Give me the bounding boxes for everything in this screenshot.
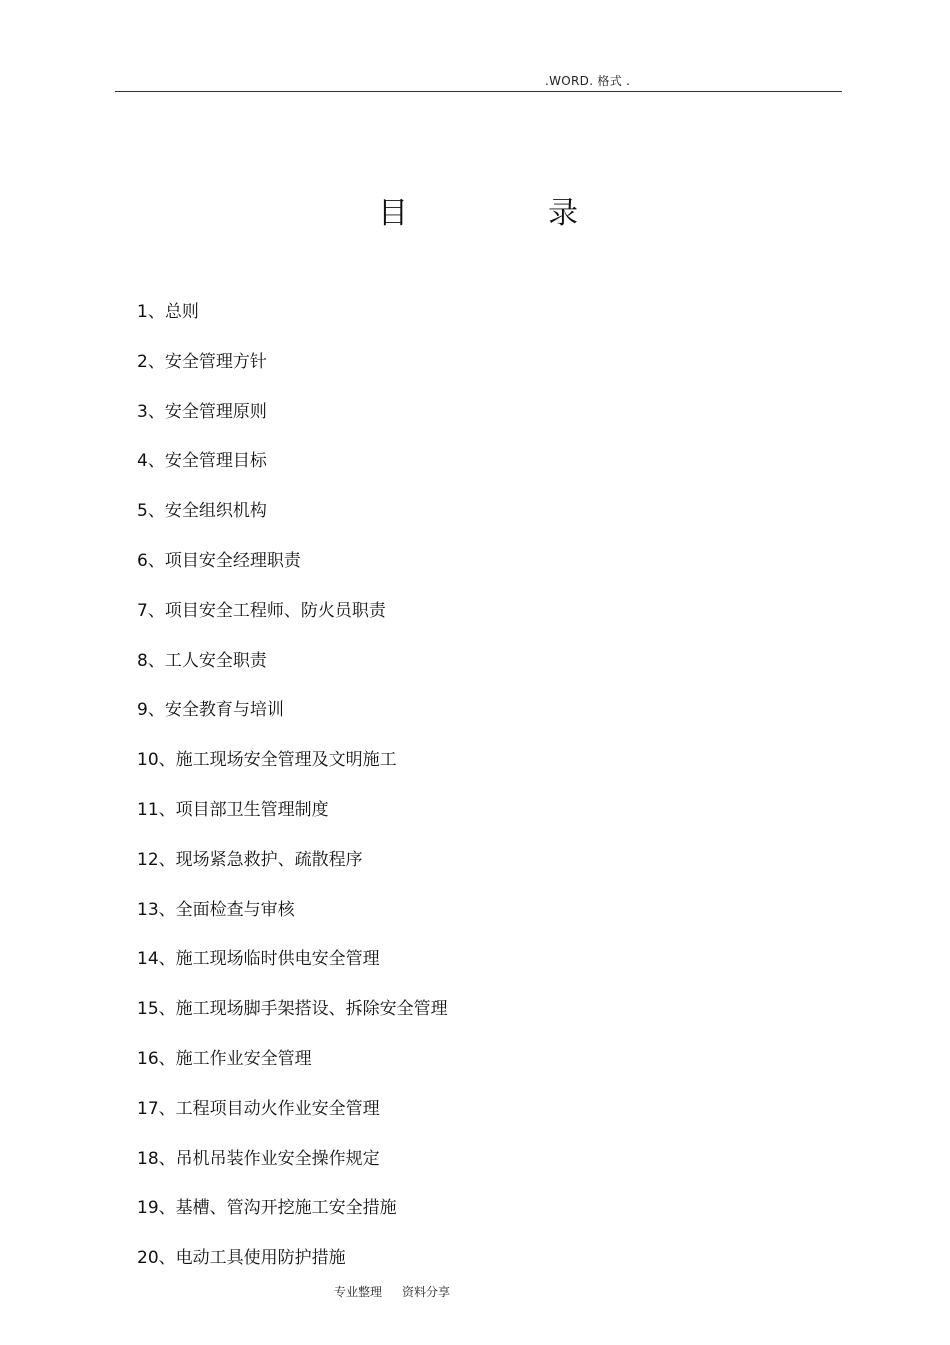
header-divider [115, 91, 842, 92]
toc-item: 9、安全教育与培训 [137, 700, 284, 721]
toc-item: 16、施工作业安全管理 [137, 1048, 312, 1069]
toc-item: 8、工人安全职责 [137, 650, 267, 671]
table-of-contents [137, 299, 448, 1295]
toc-item: 18、吊机吊装作业安全操作规定 [137, 1148, 380, 1169]
toc-item: 19、基槽、管沟开挖施工安全措施 [137, 1198, 397, 1219]
toc-item: 15、施工现场脚手架搭设、拆除安全管理 [137, 999, 448, 1020]
toc-item: 4、安全管理目标 [137, 451, 267, 472]
toc-item: 7、项目安全工程师、防火员职责 [137, 600, 386, 621]
toc-item: 17、工程项目动火作业安全管理 [137, 1098, 380, 1119]
toc-item: 14、施工现场临时供电安全管理 [137, 949, 380, 970]
toc-item: 6、项目安全经理职责 [137, 550, 301, 571]
toc-item: 11、项目部卫生管理制度 [137, 799, 329, 820]
footer-right-text: 资料分享 [402, 1285, 451, 1299]
page-header-text: .WORD. 格式 . [545, 74, 631, 88]
toc-item: 13、全面检查与审核 [137, 899, 295, 920]
toc-item: 3、安全管理原则 [137, 401, 267, 422]
page-footer [334, 1283, 450, 1300]
toc-item: 2、安全管理方针 [137, 351, 267, 372]
toc-item: 1、总则 [137, 302, 199, 322]
toc-item: 10、施工现场安全管理及文明施工 [137, 750, 397, 771]
toc-item: 5、安全组织机构 [137, 501, 267, 522]
title-char-2: 录 [548, 196, 578, 231]
footer-left-text: 专业整理 [334, 1285, 383, 1299]
title-char-1: 目 [378, 196, 408, 231]
toc-item: 20、电动工具使用防护措施 [137, 1248, 346, 1269]
toc-item: 12、现场紧急救护、疏散程序 [137, 849, 363, 870]
page-title [378, 196, 578, 232]
